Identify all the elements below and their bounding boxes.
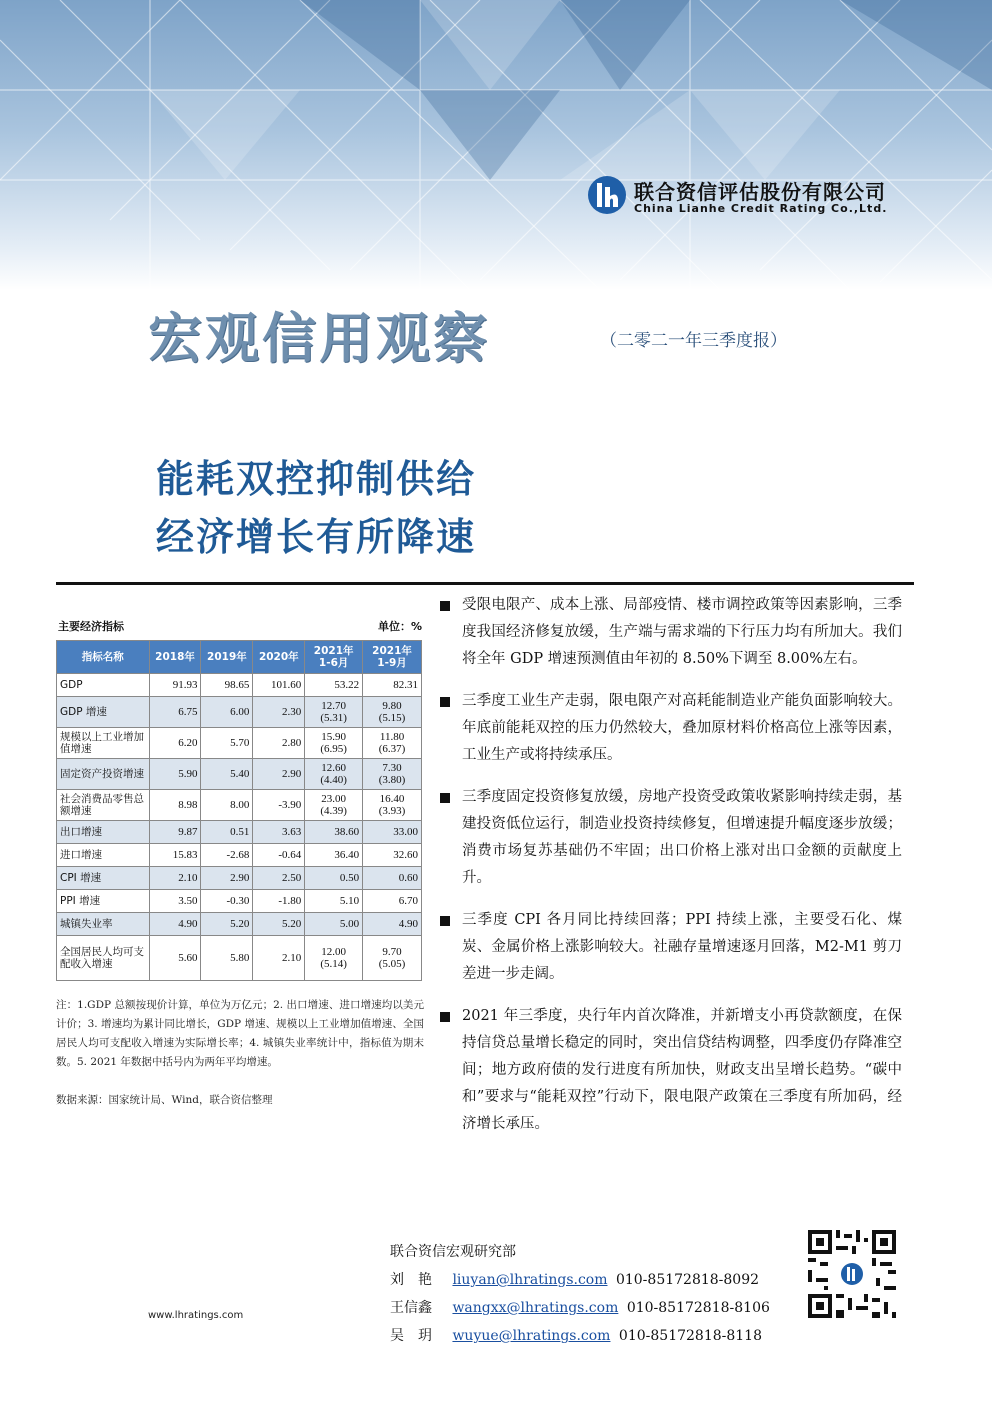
key-point-text: 三季度 CPI 各月同比持续回落；PPI 持续上涨，主要受石化、煤炭、金属价格上涨影响较大。社融存量增速逐月回落，M2-M1 剪刀差进一步走阔。 [462, 912, 902, 982]
cell: 5.40 [201, 759, 253, 790]
contact-row [390, 1266, 770, 1294]
row-label: 城镇失业率 [57, 913, 150, 936]
row-label: 出口增速 [57, 821, 150, 844]
company-name-cn: 联合资信评估股份有限公司 [634, 180, 886, 204]
cell: 91.93 [149, 674, 201, 697]
bullet-square-icon [440, 916, 450, 926]
header-cell: 2021年 1-6月 [305, 641, 363, 674]
cell: 0.50 [305, 867, 363, 890]
cell: 2.90 [201, 867, 253, 890]
cell: 0.60 [363, 867, 422, 890]
cell: 2.80 [253, 728, 305, 759]
cell: 12.60 (4.40) [305, 759, 363, 790]
row-label: 固定资产投资增速 [57, 759, 150, 790]
cell: 98.65 [201, 674, 253, 697]
contact-phone: 010-85172818-8118 [618, 1328, 762, 1344]
cell: 5.20 [253, 913, 305, 936]
data-source: 数据来源：国家统计局、Wind，联合资信整理 [56, 1094, 273, 1106]
cell: 6.20 [149, 728, 201, 759]
cell: -1.80 [253, 890, 305, 913]
table-row [57, 728, 422, 759]
table-row [57, 821, 422, 844]
cell: 15.83 [149, 844, 201, 867]
cell: 9.80 (5.15) [363, 697, 422, 728]
table-row [57, 890, 422, 913]
table-row [57, 790, 422, 821]
cell: 8.00 [201, 790, 253, 821]
header-cell: 2018年 [149, 641, 201, 674]
cell: 3.63 [253, 821, 305, 844]
bullet-square-icon [440, 697, 450, 707]
report-period: （二零二一年三季度报） [600, 331, 787, 351]
cell: 16.40 (3.93) [363, 790, 422, 821]
contact-email-link[interactable]: wangxx@lhratings.com [452, 1300, 619, 1316]
lianhe-logo-icon [586, 174, 628, 216]
cell: 12.70 (5.31) [305, 697, 363, 728]
cell: -2.68 [201, 844, 253, 867]
table-row [57, 844, 422, 867]
table-note: 注：1.GDP 总额按现价计算，单位为万亿元；2. 出口增速、进口增速均以美元计价；3. 增速均为累计同比增长，GDP 增速、规模以上工业增加值增速、全国居民人均可支配收入增速为实际增长率；4. 城镇失业率统计中，指标值为期末数。5. 2021 年数据中括号内为两年平均增速。 [56, 999, 424, 1068]
contact-row [390, 1322, 770, 1350]
row-label: PPI 增速 [57, 890, 150, 913]
bullet-square-icon [440, 601, 450, 611]
row-label: 进口增速 [57, 844, 150, 867]
cell: 15.90 (6.95) [305, 728, 363, 759]
bullet-square-icon [440, 793, 450, 803]
cell: 5.00 [305, 913, 363, 936]
contact-email-link[interactable]: wuyue@lhratings.com [452, 1328, 611, 1344]
table-title: 主要经济指标 [58, 620, 124, 633]
contact-row [390, 1294, 770, 1322]
cell: -0.64 [253, 844, 305, 867]
cell: 2.30 [253, 697, 305, 728]
cell: 7.30 (3.80) [363, 759, 422, 790]
cell: 36.40 [305, 844, 363, 867]
headline-line-1: 能耗双控抑制供给 [156, 457, 477, 501]
cell: 8.98 [149, 790, 201, 821]
cell: 2.10 [253, 936, 305, 981]
cell: 53.22 [305, 674, 363, 697]
cell: 101.60 [253, 674, 305, 697]
table-row [57, 674, 422, 697]
department-name: 联合资信宏观研究部 [390, 1244, 516, 1260]
table-row [57, 913, 422, 936]
geometric-pattern [0, 0, 992, 290]
contact-name: 吴 玥 [390, 1328, 432, 1344]
key-point [440, 592, 902, 673]
header-cell: 指标名称 [57, 641, 150, 674]
key-point-text: 三季度固定投资修复放缓，房地产投资受政策收紧影响持续走弱，基建投资低位运行，制造业投资持续修复，但增速提升幅度逐步放缓；消费市场复苏基础仍不牢固；出口价格上涨对出口金额的贡献度上升。 [462, 789, 902, 886]
report-title: 宏观信用观察 [148, 307, 490, 370]
key-point-text: 三季度工业生产走弱，限电限产对高耗能制造业产能负面影响较大。年底前能耗双控的压力仍然较大，叠加原材料价格高位上涨等因素，工业生产或将持续承压。 [462, 693, 902, 763]
cell: 2.10 [149, 867, 201, 890]
qr-code-icon [806, 1228, 898, 1320]
cell: 11.80 (6.37) [363, 728, 422, 759]
cell: 9.87 [149, 821, 201, 844]
cell: 32.60 [363, 844, 422, 867]
table-row [57, 697, 422, 728]
company-logo [586, 174, 886, 220]
cell: -3.90 [253, 790, 305, 821]
cell: 12.00 (5.14) [305, 936, 363, 981]
key-point-text: 2021 年三季度，央行年内首次降准，并新增支小再贷款额度，在保持信贷总量增长稳定的同时，突出信贷结构调整，四季度仍存降准空间；地方政府债的发行进度有所加快，财政支出呈增长趋势。“碳中和”要求与“能耗双控”行动下，限电限产政策在三季度有所加码，经济增长承压。 [462, 1008, 902, 1132]
cell: 6.75 [149, 697, 201, 728]
row-label: 规模以上工业增加值增速 [57, 728, 150, 759]
row-label: GDP [57, 674, 150, 697]
row-label: CPI 增速 [57, 867, 150, 890]
contact-name: 刘 艳 [390, 1272, 432, 1288]
bullet-square-icon [440, 1012, 450, 1022]
table-row [57, 936, 422, 981]
key-point [440, 1003, 902, 1138]
company-name-en: China Lianhe Credit Rating Co.,Ltd. [634, 202, 888, 215]
contact-name: 王信鑫 [390, 1300, 432, 1316]
cell: 9.70 (5.05) [363, 936, 422, 981]
cell: 38.60 [305, 821, 363, 844]
cell: 0.51 [201, 821, 253, 844]
contact-email-link[interactable]: liuyan@lhratings.com [452, 1272, 608, 1288]
key-points [440, 592, 902, 1153]
row-label: GDP 增速 [57, 697, 150, 728]
cell: 6.00 [201, 697, 253, 728]
table-header-row [57, 641, 422, 674]
cell: 33.00 [363, 821, 422, 844]
cell: 5.10 [305, 890, 363, 913]
cell: 5.80 [201, 936, 253, 981]
key-point [440, 907, 902, 988]
cell: 5.60 [149, 936, 201, 981]
section-divider [56, 582, 914, 585]
row-label: 社会消费品零售总额增速 [57, 790, 150, 821]
table-caption [58, 618, 422, 636]
headline-line-2: 经济增长有所降速 [156, 515, 477, 559]
cell: 6.70 [363, 890, 422, 913]
cell: -0.30 [201, 890, 253, 913]
contact-block [390, 1238, 770, 1350]
cell: 82.31 [363, 674, 422, 697]
cell: 5.20 [201, 913, 253, 936]
website-link[interactable]: www.lhratings.com [148, 1310, 244, 1321]
cell: 2.90 [253, 759, 305, 790]
cell: 5.90 [149, 759, 201, 790]
contact-phone: 010-85172818-8106 [626, 1300, 770, 1316]
cell: 2.50 [253, 867, 305, 890]
indicator-table [56, 640, 422, 981]
row-label: 全国居民人均可支配收入增速 [57, 936, 150, 981]
table-row [57, 759, 422, 790]
contact-phone: 010-85172818-8092 [615, 1272, 760, 1288]
cell: 3.50 [149, 890, 201, 913]
key-point [440, 784, 902, 892]
key-point-text: 受限电限产、成本上涨、局部疫情、楼市调控政策等因素影响，三季度我国经济修复放缓，生产端与需求端的下行压力均有所加大。我们将全年 GDP 增速预测值由年初的 8.50%下调至 8.00%左右。 [462, 597, 902, 667]
key-point [440, 688, 902, 769]
cell: 5.70 [201, 728, 253, 759]
table-row [57, 867, 422, 890]
cell: 4.90 [363, 913, 422, 936]
header-cell: 2020年 [253, 641, 305, 674]
header-cell: 2019年 [201, 641, 253, 674]
cell: 4.90 [149, 913, 201, 936]
cell: 23.00 (4.39) [305, 790, 363, 821]
header-cell: 2021年 1-9月 [363, 641, 422, 674]
table-unit: 单位：% [377, 620, 422, 633]
header-banner [0, 0, 992, 290]
